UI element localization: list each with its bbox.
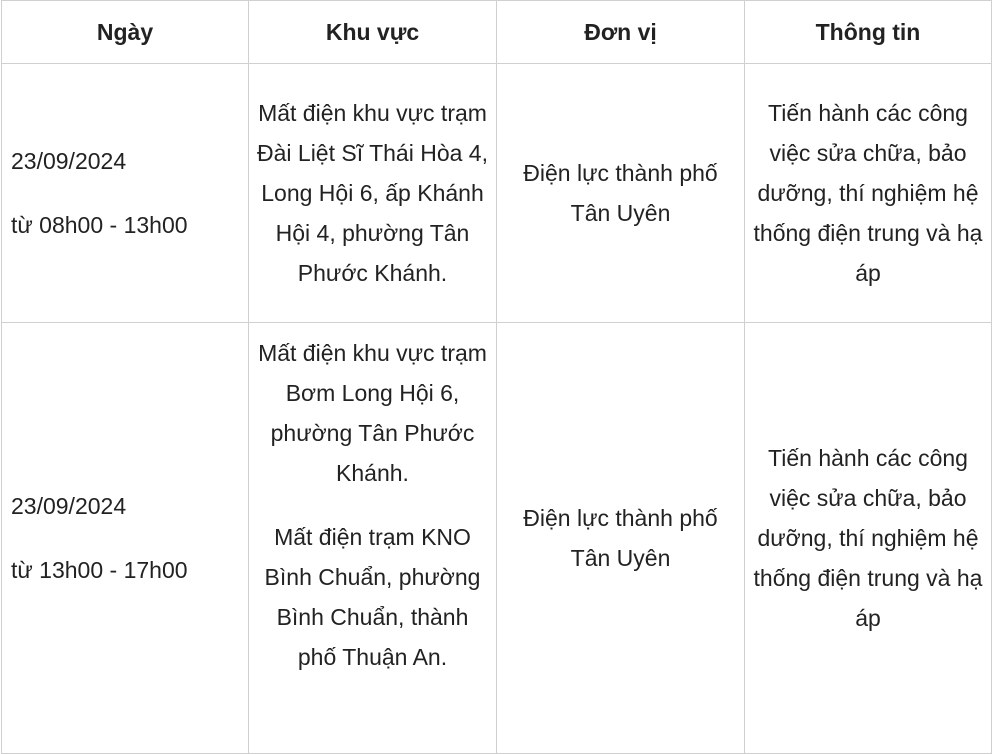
- unit-text: Điện lực thành phố Tân Uyên: [523, 160, 718, 226]
- area-cell: [249, 64, 497, 323]
- unit-cell: [497, 323, 745, 754]
- unit-cell: [497, 64, 745, 323]
- info-text: Tiến hành các công việc sửa chữa, bảo dưỡng, thí nghiệm hệ thống điện trung và hạ áp: [753, 445, 983, 631]
- date-cell: [2, 64, 249, 323]
- info-cell: [745, 64, 992, 323]
- area-text: Mất điện khu vực trạm Đài Liệt Sĩ Thái Hòa 4, Long Hội 6, ấp Khánh Hội 4, phường Tân Phước Khánh.: [257, 100, 488, 286]
- date-cell: [2, 323, 249, 754]
- table-row: [2, 64, 992, 323]
- area-text: Mất điện trạm KNO Bình Chuẩn, phường Bình Chuẩn, thành phố Thuận An.: [264, 524, 481, 670]
- outage-time: từ 08h00 - 13h00: [11, 212, 188, 238]
- outage-date: 23/09/2024: [11, 148, 127, 174]
- unit-text: Điện lực thành phố Tân Uyên: [523, 505, 718, 571]
- info-cell: [745, 323, 992, 754]
- header-info: Thông tin: [745, 1, 992, 64]
- table-row: [2, 323, 992, 754]
- outage-time: từ 13h00 - 17h00: [11, 557, 188, 583]
- area-text: Mất điện khu vực trạm Bơm Long Hội 6, phường Tân Phước Khánh.: [258, 340, 487, 486]
- header-date: Ngày: [2, 1, 249, 64]
- info-text: Tiến hành các công việc sửa chữa, bảo dưỡng, thí nghiệm hệ thống điện trung và hạ áp: [753, 100, 983, 286]
- outage-schedule-table: [1, 0, 992, 754]
- outage-date: 23/09/2024: [11, 493, 127, 519]
- table-header-row: [2, 1, 992, 64]
- area-cell: [249, 323, 497, 754]
- header-area: Khu vực: [249, 1, 497, 64]
- header-unit: Đơn vị: [497, 1, 745, 64]
